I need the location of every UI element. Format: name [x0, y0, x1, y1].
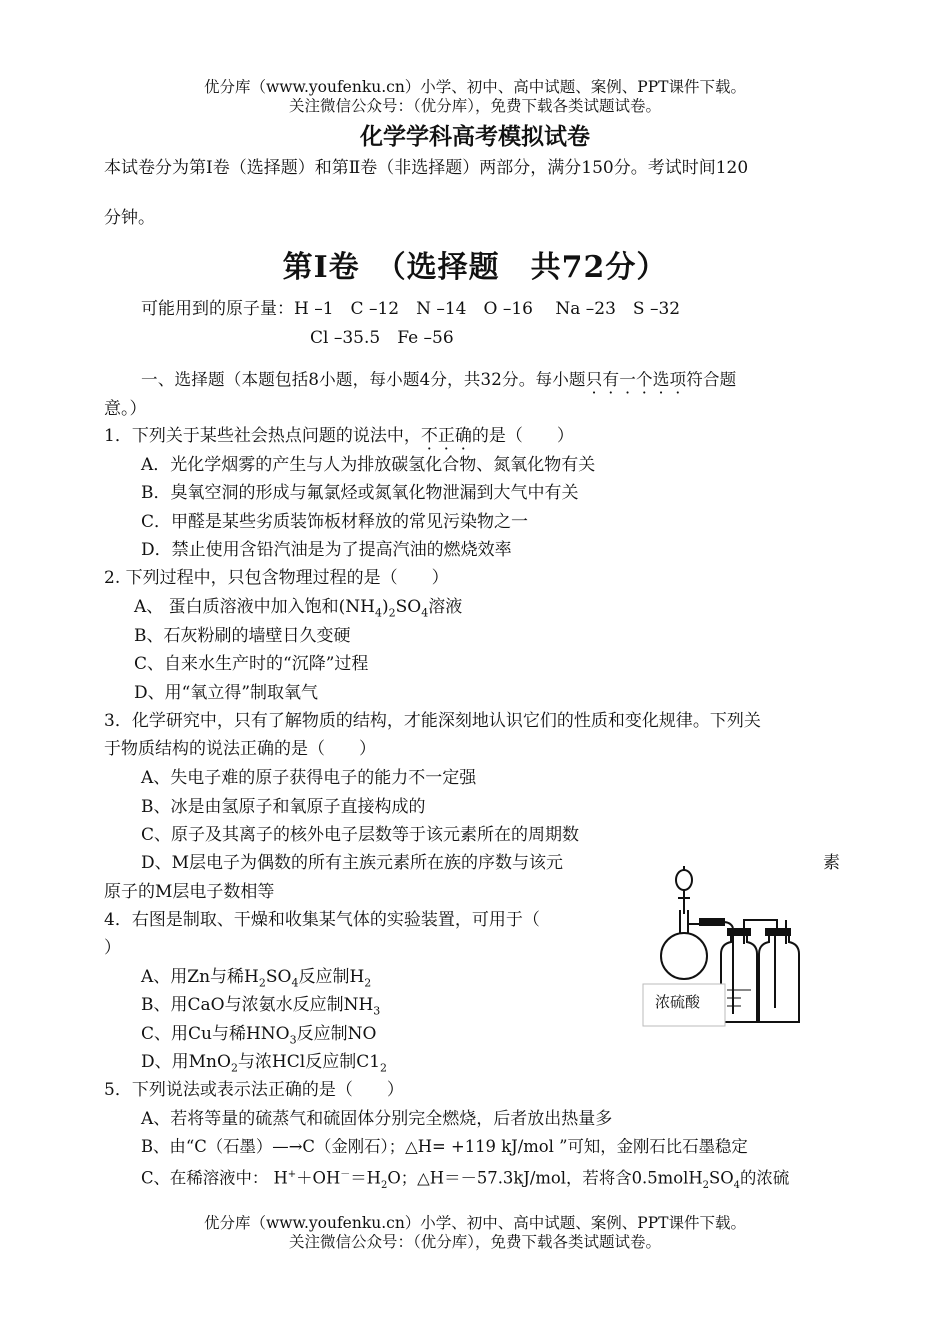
q4-option-a — [141, 966, 371, 994]
subscript: 4 — [291, 976, 299, 990]
emphasis-char: 选 — [652, 370, 670, 389]
q1-option-c: C．甲醛是某些劣质装饰板材释放的常见污染物之一 — [141, 512, 529, 532]
q4-opt-text: A、用Zn与稀H — [141, 967, 259, 987]
q2-option-d: D、用“氧立得”制取氧气 — [134, 683, 319, 703]
subscript: 2 — [702, 1179, 709, 1191]
instruction-line-1 — [141, 369, 846, 391]
header-line-1: 优分库（www.youfenku.cn）小学、初中、高中试题、案例、PPT课件下载。 — [203, 78, 747, 96]
subscript: 3 — [289, 1033, 297, 1047]
question-4-stem-2: ） — [104, 938, 121, 958]
subscript: 3 — [373, 1004, 381, 1018]
q4-opt-text: SO — [265, 967, 292, 987]
q4-option-d — [141, 1051, 387, 1079]
subscript: 4 — [733, 1179, 741, 1191]
superscript: － — [340, 1169, 351, 1180]
q4-opt-text: D、用MnO — [141, 1052, 231, 1072]
subscript: 2 — [380, 1179, 388, 1191]
q4-option-b — [141, 994, 380, 1022]
q2-option-a — [134, 596, 462, 624]
atomic-mass-line-1: 可能用到的原子量：H –1 C –12 N –14 O –16 Na –23 S –32 — [141, 299, 681, 319]
section-title: 第Ⅰ卷 （选择题 共72分） — [282, 250, 668, 285]
q4-option-c — [141, 1023, 376, 1051]
q1-stem-pre: 1．下列关于某些社会热点问题的说法中， — [104, 426, 421, 446]
footer-line-1: 优分库（www.youfenku.cn）小学、初中、高中试题、案例、PPT课件下载。 — [203, 1214, 747, 1232]
q2-option-c: C、自来水生产时的“沉降”过程 — [134, 654, 369, 674]
superscript: + — [287, 1169, 297, 1180]
bottle-2-stopper — [765, 928, 791, 936]
q2-opt-a-text: SO — [395, 597, 422, 617]
q2-opt-a-text: ) — [382, 597, 389, 617]
emphasis-char: 有 — [602, 370, 620, 389]
q1-stem-post: 的是（ ） — [471, 426, 574, 446]
q5-option-a: A、若将等量的硫蒸气和硫固体分别完全燃烧，后者放出热量多 — [141, 1109, 613, 1129]
question-1-stem — [104, 425, 574, 447]
q1-option-b: B．臭氧空洞的形成与氟氯烃或氮氧化物泄漏到大气中有关 — [141, 483, 579, 503]
q3-option-c: C、原子及其离子的核外电子层数等于该元素所在的周期数 — [141, 825, 580, 845]
gas-washing-bottle-1 — [721, 936, 757, 1022]
q2-opt-a-text: 溶液 — [428, 597, 463, 617]
q5-opt-c-text: 的浓硫 — [740, 1168, 790, 1188]
subscript: 2 — [258, 976, 266, 990]
q4-opt-text: 反应制H — [298, 967, 365, 987]
question-5-stem: 5．下列说法或表示法正确的是（ ） — [104, 1080, 404, 1100]
q5-opt-c-text: ＋OH — [296, 1168, 341, 1188]
subscript: 4 — [421, 606, 429, 620]
q3-option-d-part-2: 素 — [823, 853, 840, 873]
intro-line-1: 本试卷分为第Ⅰ卷（选择题）和第Ⅱ卷（非选择题）两部分，满分150分。考试时间120 — [104, 158, 749, 178]
q2-option-b: B、石灰粉刷的墙壁日久变硬 — [134, 626, 351, 646]
question-4-stem-1: 4．右图是制取、干燥和收集某气体的实验装置，可用于（ — [104, 910, 540, 930]
round-flask — [661, 933, 707, 979]
apparatus-figure — [641, 862, 811, 1030]
question-3-stem-1: 3．化学研究中，只有了解物质的结构，才能深刻地认识它们的性质和变化规律。下列关 — [104, 711, 761, 731]
q3-option-b: B、冰是由氢原子和氧原子直接构成的 — [141, 797, 426, 817]
subscript: 2 — [380, 1061, 388, 1075]
q5-option-b: B、由“C（石墨）—→C（金刚石）；△H= +119 kJ/mol ”可知，金刚石比石墨稳定 — [141, 1137, 748, 1156]
question-2-stem: 2. 下列过程中，只包含物理过程的是（ ） — [104, 568, 449, 588]
q5-opt-c-text: SO — [709, 1168, 734, 1188]
apparatus-diagram — [641, 862, 811, 1030]
rubber-connector — [699, 918, 725, 926]
q4-opt-text: 与浓HCl反应制C1 — [237, 1052, 381, 1072]
q1-option-a: A．光化学烟雾的产生与人为排放碳氢化合物、氮氧化物有关 — [141, 455, 596, 475]
instruction-part-1: 一、选择题（本题包括8小题，每小题4分，共32分。每小题 — [141, 370, 586, 389]
q4-opt-text: C、用Cu与稀HNO — [141, 1024, 290, 1044]
subscript: 2 — [388, 606, 396, 620]
q4-opt-text: 反应制NO — [296, 1024, 377, 1044]
q3-option-a: A、失电子难的原子获得电子的能力不一定强 — [141, 768, 477, 788]
emphasis-char: 正 — [437, 426, 455, 446]
question-3-stem-2: 于物质结构的说法正确的是（ ） — [104, 739, 376, 759]
figure-label: 浓硫酸 — [655, 993, 701, 1011]
q5-opt-c-text: O；△H＝－57.3kJ/mol，若将含0.5molH — [387, 1168, 703, 1188]
q3-option-d-line-2: 原子的M层电子数相等 — [104, 882, 275, 902]
subscript: 2 — [230, 1061, 238, 1075]
instruction-part-2: 符合题 — [686, 370, 737, 389]
q1-option-d: D．禁止使用含铅汽油是为了提高汽油的燃烧效率 — [141, 540, 512, 560]
emphasis-char: 不 — [420, 426, 438, 446]
subscript: 2 — [364, 976, 372, 990]
q3-option-d-part-1: D、M层电子为偶数的所有主族元素所在族的序数与该元 — [141, 853, 564, 873]
funnel-bulb — [676, 870, 692, 890]
atomic-mass-line-2: Cl –35.5 Fe –56 — [310, 328, 454, 348]
subscript: 4 — [375, 606, 383, 620]
q4-opt-text: B、用CaO与浓氨水反应制NH — [141, 995, 374, 1015]
emphasis-char: 一 — [619, 370, 636, 389]
q5-option-c — [141, 1164, 789, 1197]
collecting-bottle-2 — [759, 936, 799, 1022]
emphasis-char: 个 — [635, 370, 653, 389]
q5-opt-c-text: ＝H — [350, 1168, 381, 1188]
intro-line-2: 分钟。 — [104, 208, 155, 228]
emphasis-char: 项 — [669, 370, 687, 389]
footer-line-2: 关注微信公众号：（优分库），免费下载各类试题试卷。 — [288, 1233, 661, 1251]
q2-opt-a-text: A、 蛋白质溶液中加入饱和(NH — [134, 597, 376, 617]
q5-opt-c-text: C、在稀溶液中： H — [141, 1168, 288, 1188]
instruction-line-2: 意。） — [104, 399, 147, 419]
page-title: 化学学科高考模拟试卷 — [360, 124, 590, 150]
emphasis-char: 确 — [454, 426, 472, 446]
header-line-2: 关注微信公众号：（优分库），免费下载各类试题试卷。 — [288, 97, 661, 115]
bottle-1-stopper — [727, 928, 751, 936]
emphasis-char: 只 — [585, 370, 603, 389]
delivery-tube-2 — [744, 920, 777, 928]
